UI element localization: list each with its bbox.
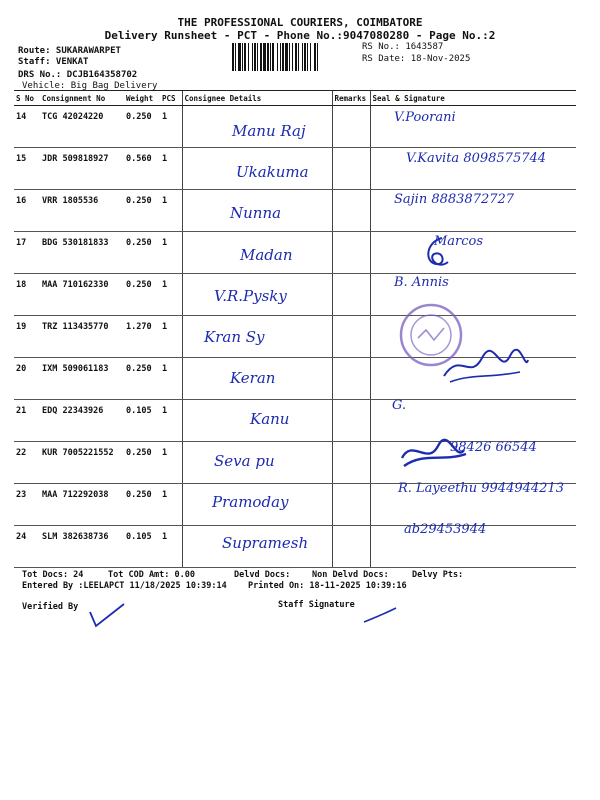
cell-pcs: 1 <box>160 400 182 442</box>
cell-pcs: 1 <box>160 442 182 484</box>
remarks-cell <box>332 232 370 274</box>
rs-number: RS No.: 1643587 <box>362 42 444 52</box>
printed-on: Printed On: 18-11-2025 10:39:16 <box>248 581 407 591</box>
cell-weight: 0.250 <box>124 442 160 484</box>
cell-consignment: IXM 509061183 <box>40 358 124 400</box>
cell-sno: 22 <box>14 442 40 484</box>
remarks-cell <box>332 358 370 400</box>
barcode-bar <box>314 43 316 71</box>
receiver-signature: R. Layeethu 9944944213 <box>398 480 564 496</box>
receiver-signature: B. Annis <box>394 274 449 290</box>
table-row <box>14 400 576 442</box>
receiver-signature: ab29453944 <box>404 522 487 537</box>
cell-pcs: 1 <box>160 358 182 400</box>
cell-consignment: MAA 710162330 <box>40 274 124 316</box>
total-cod-amount: Tot COD Amt: 0.00 <box>108 570 195 580</box>
cell-consignment: KUR 7005221552 <box>40 442 124 484</box>
consignee-handwriting: Manu Raj <box>232 122 306 140</box>
barcode-bar <box>248 43 249 71</box>
receiver-signature: G. <box>392 398 407 414</box>
barcode-bar <box>263 43 266 71</box>
cell-consignment: VRR 1805536 <box>40 190 124 232</box>
receiver-signature: V.Kavita 8098575744 <box>406 151 547 167</box>
table-row <box>14 232 576 274</box>
cell-sno: 14 <box>14 106 40 148</box>
receiver-signature: V.Poorani <box>394 110 456 125</box>
receiver-signature: 98426 66544 <box>450 439 537 455</box>
receiver-signature: Marcos <box>434 233 484 249</box>
remarks-cell <box>332 400 370 442</box>
cell-pcs: 1 <box>160 484 182 526</box>
cell-weight: 0.560 <box>124 148 160 190</box>
barcode-bar <box>307 43 308 71</box>
col-consignment: Consignment No <box>40 91 124 106</box>
remarks-cell <box>332 442 370 484</box>
staff-label: Staff: VENKAT <box>18 57 89 67</box>
cell-consignment: EDQ 22343926 <box>40 400 124 442</box>
non-delivered-docs: Non Delvd Docs: <box>312 570 389 580</box>
remarks-cell <box>332 316 370 358</box>
cell-consignment: TCG 42024220 <box>40 106 124 148</box>
signature-scribble-22 <box>398 432 468 472</box>
cell-weight: 0.250 <box>124 232 160 274</box>
remarks-cell <box>332 190 370 232</box>
cell-consignment: SLM 382638736 <box>40 526 124 568</box>
staff-signature-mark <box>360 606 400 626</box>
col-signature: Seal & Signature <box>370 91 576 106</box>
barcode-bar <box>302 43 303 71</box>
barcode-bar <box>285 43 288 71</box>
col-pcs: PCS <box>160 91 182 106</box>
signature-scribble-20 <box>440 346 530 386</box>
barcode-bar <box>235 43 236 71</box>
consignee-handwriting: Kran Sy <box>204 328 265 346</box>
barcode-bar <box>232 43 234 71</box>
barcode-bar <box>238 43 241 71</box>
barcode-bar <box>304 43 306 71</box>
cell-sno: 17 <box>14 232 40 274</box>
barcode-bar <box>317 43 318 71</box>
col-weight: Weight <box>124 91 160 106</box>
cell-weight: 0.250 <box>124 484 160 526</box>
cell-weight: 0.250 <box>124 106 160 148</box>
consignee-handwriting: Seva pu <box>214 451 275 470</box>
consignee-handwriting: Keran <box>230 369 276 388</box>
barcode-bar <box>254 43 256 71</box>
barcode-bar <box>260 43 262 71</box>
delivered-docs: Delvd Docs: <box>234 570 291 580</box>
route-label: Route: SUKARAWARPET <box>18 46 121 56</box>
remarks-cell <box>332 526 370 568</box>
cell-pcs: 1 <box>160 232 182 274</box>
barcode-bar <box>298 43 299 71</box>
cell-weight: 0.105 <box>124 526 160 568</box>
cell-consignment: TRZ 113435770 <box>40 316 124 358</box>
staff-signature-label: Staff Signature <box>278 600 355 610</box>
cell-consignment: MAA 712292038 <box>40 484 124 526</box>
barcode-bar <box>270 43 271 71</box>
barcode-bar <box>295 43 297 71</box>
remarks-cell <box>332 106 370 148</box>
runsheet-subtitle: Delivery Runsheet - PCT - Phone No.:9047080280 - Page No.:2 <box>104 29 496 42</box>
receiver-signature: Sajin 8883872727 <box>394 192 515 208</box>
rs-date: RS Date: 18-Nov-2025 <box>362 54 471 64</box>
company-title: THE PROFESSIONAL COURIERS, COIMBATORE <box>177 16 423 29</box>
cell-sno: 20 <box>14 358 40 400</box>
cell-pcs: 1 <box>160 316 182 358</box>
barcode-bar <box>267 43 269 71</box>
barcode-bar <box>289 43 290 71</box>
consignee-handwriting: Nunna <box>230 204 282 223</box>
table-row <box>14 274 576 316</box>
cell-consignment: JDR 509818927 <box>40 148 124 190</box>
cell-sno: 19 <box>14 316 40 358</box>
consignee-handwriting: Ukakuma <box>236 163 309 182</box>
remarks-cell <box>332 274 370 316</box>
cell-weight: 0.250 <box>124 190 160 232</box>
barcode-bar <box>292 43 293 71</box>
cell-sno: 21 <box>14 400 40 442</box>
cell-pcs: 1 <box>160 106 182 148</box>
cell-sno: 24 <box>14 526 40 568</box>
cell-sno: 15 <box>14 148 40 190</box>
barcode-bar <box>282 43 284 71</box>
cell-weight: 0.250 <box>124 274 160 316</box>
remarks-cell <box>332 148 370 190</box>
consignee-handwriting: V.R.Pysky <box>214 286 287 305</box>
entered-by: Entered By :LEELAPCT 11/18/2025 10:39:14 <box>22 581 227 591</box>
barcode-bar <box>252 43 253 71</box>
table-header-row <box>14 91 576 106</box>
total-docs: Tot Docs: 24 <box>22 570 84 580</box>
barcode-bar <box>257 43 258 71</box>
col-consignee: Consignee Details <box>182 91 332 106</box>
cell-weight: 0.250 <box>124 358 160 400</box>
cell-pcs: 1 <box>160 148 182 190</box>
cell-consignment: BDG 530181833 <box>40 232 124 274</box>
barcode-bar <box>242 43 243 71</box>
verified-by-signature <box>88 600 128 630</box>
consignee-handwriting: Madan <box>240 245 293 264</box>
cell-weight: 0.105 <box>124 400 160 442</box>
consignee-handwriting: Pramoday <box>212 492 289 511</box>
cell-pcs: 1 <box>160 190 182 232</box>
cell-weight: 1.270 <box>124 316 160 358</box>
col-sno: S No <box>14 91 40 106</box>
delivery-points: Delvy Pts: <box>412 570 464 580</box>
barcode-bar <box>280 43 281 71</box>
consignee-handwriting: Kanu <box>250 410 290 429</box>
barcode-image <box>232 43 356 71</box>
cell-sno: 18 <box>14 274 40 316</box>
remarks-cell <box>332 484 370 526</box>
cell-pcs: 1 <box>160 526 182 568</box>
barcode-bar <box>244 43 246 71</box>
cell-sno: 23 <box>14 484 40 526</box>
barcode-bar <box>277 43 278 71</box>
cell-sno: 16 <box>14 190 40 232</box>
cell-pcs: 1 <box>160 274 182 316</box>
vehicle-label: Vehicle: Big Bag Delivery <box>22 81 158 91</box>
drs-number: DRS No.: DCJB164358702 <box>18 70 138 80</box>
barcode-bar <box>272 43 274 71</box>
barcode-bar <box>310 43 311 71</box>
col-remarks: Remarks <box>332 91 370 106</box>
verified-by-label: Verified By <box>22 602 79 612</box>
signature-loop-17 <box>420 232 450 272</box>
consignee-handwriting: Supramesh <box>222 534 309 552</box>
